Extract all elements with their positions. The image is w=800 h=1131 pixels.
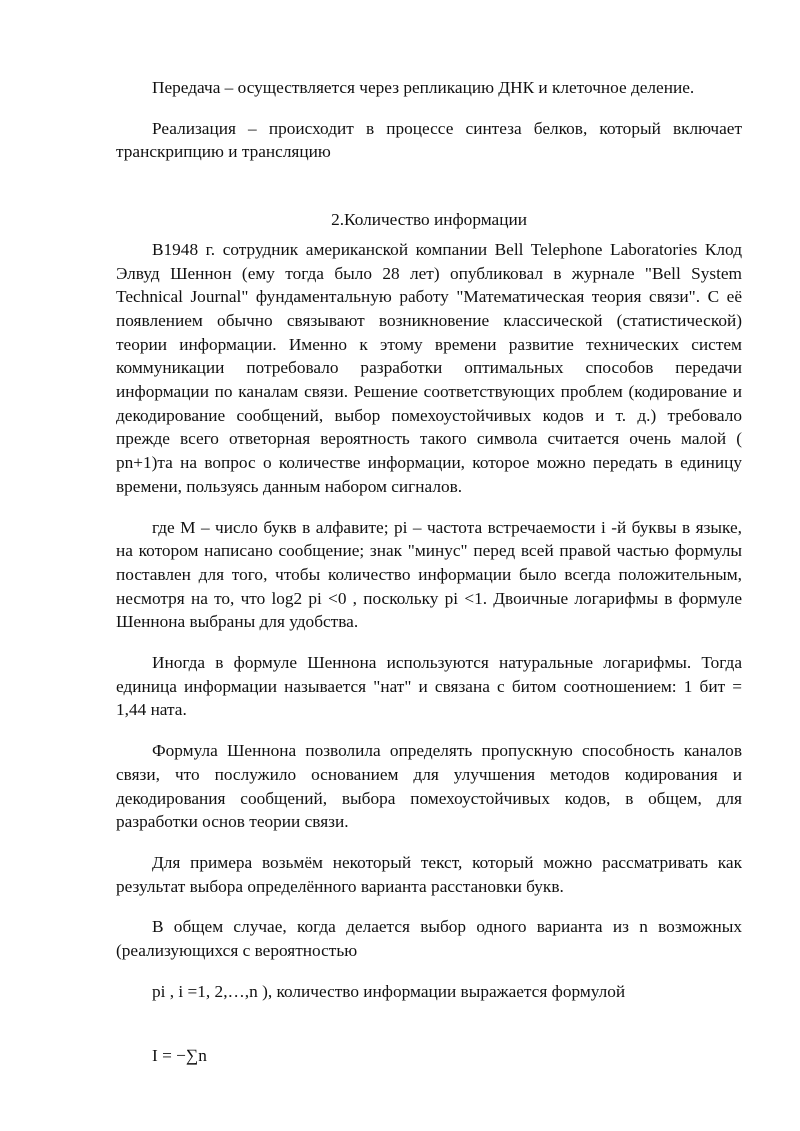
document-page xyxy=(116,76,742,1067)
paragraph-formula-explanation: где M – число букв в алфавите; pi – частота встречаемости i -й буквы в языке, на котором написано сообщение; знак "минус" перед всей правой частью формулы поставлен для того, чтобы количество информации было всегда положительным, несмотря на то, что log2 pi <0 , поскольку pi <1. Двоичные логарифмы в формуле Шеннона выбраны для удобства. xyxy=(116,517,742,632)
paragraph-text-example: Для примера возьмём некоторый текст, который можно рассматривать как результат выбора определённого варианта расстановки букв. xyxy=(116,852,742,896)
paragraph-general-case: В общем случае, когда делается выбор одного варианта из n возможных (реализующихся с вероятностью xyxy=(116,917,742,961)
paragraph-realization: Реализация – происходит в процессе синтеза белков, который включает транскрипцию и трансляцию xyxy=(116,118,742,162)
section-heading: 2.Количество информации xyxy=(331,210,527,230)
formula-information: I = −∑n xyxy=(152,1045,207,1065)
paragraph-natural-log: Иногда в формуле Шеннона используются натуральные логарифмы. Тогда единица информации называется "нат" и связана с битом соотношением: 1 бит = 1,44 ната. xyxy=(116,653,742,720)
paragraph-formula-impact: Формула Шеннона позволила определять пропускную способность каналов связи, что послужило основанием для улучшения методов кодирования и декодирования сообщений, выбора помехоустойчивых кодов, в общем, для разработки основ теории связи. xyxy=(116,741,742,832)
paragraph-probability-line: pi , i =1, 2,…,n ), количество информации выражается формулой xyxy=(152,981,626,1001)
paragraph-shannon-history: В1948 г. сотрудник американской компании Bell Telephone Laboratories Клод Элвуд Шеннон (ему тогда было 28 лет) опубликовал в журнале "Bell System Technical Journal" фундаментальную работу "Математическая теория связи". С её появлением обычно связывают возникновение классической (статистической) теории информации. Именно к этому времени развитие технических систем коммуникации потребовало разработки оптимальных способов передачи информации по каналам связи. Решение соответствующих проблем (кодирование и декодирование сообщений, выбор помехоустойчивых кодов и т. д.) требовало прежде всего ответорная вероятность такого символа считается очень малой ( pn+1)та на вопрос о количестве информации, которое можно передать в единицу времени, пользуясь данным набором сигналов. xyxy=(116,239,742,496)
paragraph-transmission: Передача – осуществляется через репликацию ДНК и клеточное деление. xyxy=(152,78,695,97)
